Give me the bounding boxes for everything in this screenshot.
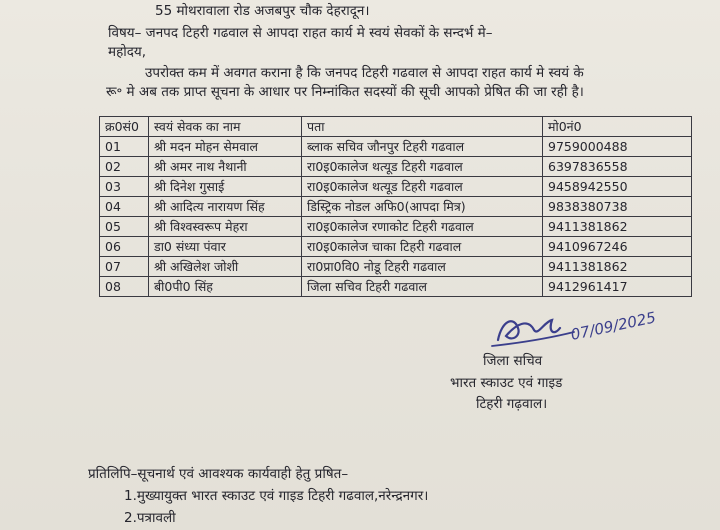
cell-mobile: 9411381862 — [543, 257, 692, 277]
table-row — [100, 257, 692, 277]
table-row — [100, 157, 692, 177]
cell-name: श्री अखिलेश जोशी — [149, 257, 302, 277]
cell-serial: 08 — [100, 277, 149, 297]
cell-name: श्री विश्वस्वरूप मेहरा — [149, 217, 302, 237]
cell-serial: 02 — [100, 157, 149, 177]
table-row — [100, 177, 692, 197]
cell-serial: 07 — [100, 257, 149, 277]
table-row — [100, 217, 692, 237]
cell-serial: 03 — [100, 177, 149, 197]
handwritten-signature — [488, 302, 678, 352]
cell-address: रा0इ0कालेज चाका टिहरी गढवाल — [302, 237, 543, 257]
signature-date: 07/09/2025 — [569, 308, 658, 344]
signatory-place: टिहरी गढ़वाल। — [476, 396, 548, 412]
cell-address: जिला सचिव टिहरी गढवाल — [302, 277, 543, 297]
cell-mobile: 9411381862 — [543, 217, 692, 237]
cell-address: रा0इ0कालेज रणाकोट टिहरी गढवाल — [302, 217, 543, 237]
copy-to-item: 1.मुख्यायुक्त भारत स्काउट एवं गाइड टिहरी गढवाल,नरेन्द्रनगर। — [124, 488, 429, 504]
cell-serial: 04 — [100, 197, 149, 217]
cell-name: श्री आदित्य नारायण सिंह — [149, 197, 302, 217]
header-name: स्वयं सेवक का नाम — [149, 117, 302, 137]
volunteer-table — [99, 116, 692, 297]
cell-mobile: 6397836558 — [543, 157, 692, 177]
cell-mobile: 9838380738 — [543, 197, 692, 217]
header-serial: क्र0सं0 — [100, 117, 149, 137]
table-row — [100, 277, 692, 297]
salutation: महोदय, — [108, 44, 147, 60]
subject-line: विषय– जनपद टिहरी गढवाल से आपदा राहत कार्य मे स्वयं सेवकों के सन्दर्भ मे– — [108, 25, 493, 41]
cell-serial: 01 — [100, 137, 149, 157]
body-text-line-2: रू॰ मे अब तक प्राप्त सूचना के आधार पर निम्नांकित सदस्यों की सूची आपको प्रेषित की जा रही है। — [106, 84, 584, 100]
signatory-organization: भारत स्काउट एवं गाइड — [450, 375, 563, 391]
header-address: पता — [302, 117, 543, 137]
header-mobile: मो0नं0 — [543, 117, 692, 137]
cell-address: डिस्ट्रिक नोडल अफि0(आपदा मित्र) — [302, 197, 543, 217]
cell-mobile: 9412961417 — [543, 277, 692, 297]
cell-name: श्री अमर नाथ नैथानी — [149, 157, 302, 177]
cell-serial: 05 — [100, 217, 149, 237]
cell-name: डा0 संध्या पंवार — [149, 237, 302, 257]
body-text-line-1: उपरोक्त कम में अवगत कराना है कि जनपद टिहरी गढवाल से आपदा राहत कार्य मे स्वयं के — [145, 65, 584, 81]
table-row — [100, 137, 692, 157]
address-line: 55 मोथरावाला रोड अजबपुर चौक देहरादून। — [155, 3, 370, 19]
cell-serial: 06 — [100, 237, 149, 257]
table-row — [100, 237, 692, 257]
cell-mobile: 9410967246 — [543, 237, 692, 257]
cell-name: श्री मदन मोहन सेमवाल — [149, 137, 302, 157]
cell-mobile: 9759000488 — [543, 137, 692, 157]
cell-address: रा0प्रा0वि0 नोडू टिहरी गढवाल — [302, 257, 543, 277]
signatory-title: जिला सचिव — [483, 353, 543, 369]
cell-address: ब्लाक सचिव जौनपुर टिहरी गढवाल — [302, 137, 543, 157]
cell-name: बी0पी0 सिंह — [149, 277, 302, 297]
copy-to-heading: प्रतिलिपि–सूचनार्थ एवं आवश्यक कार्यवाही हेतु प्रषित– — [88, 466, 349, 482]
cell-mobile: 9458942550 — [543, 177, 692, 197]
cell-address: रा0इ0कालेज थत्यूड टिहरी गढवाल — [302, 177, 543, 197]
table-header-row — [100, 117, 692, 137]
table-row — [100, 197, 692, 217]
cell-address: रा0इ0कालेज थत्यूड टिहरी गढवाल — [302, 157, 543, 177]
cell-name: श्री दिनेश गुसाई — [149, 177, 302, 197]
copy-to-item: 2.पत्रावली — [124, 510, 176, 526]
